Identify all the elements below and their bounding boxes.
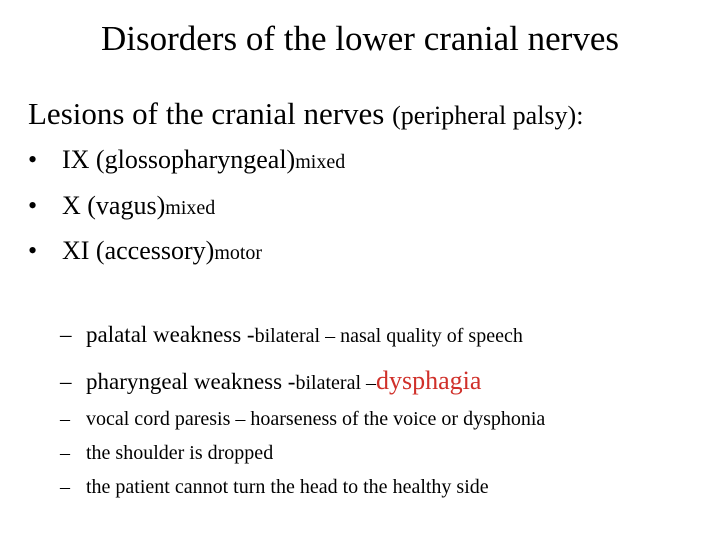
detail-vocal-cord xyxy=(60,408,545,431)
dash-marker: – xyxy=(60,369,72,394)
subtitle-small: (peripheral palsy): xyxy=(392,101,584,130)
dash-marker: – xyxy=(60,408,70,430)
detail-main: palatal weakness - xyxy=(86,322,255,347)
dash-marker: – xyxy=(60,442,70,464)
detail-text: the shoulder is dropped xyxy=(86,442,274,464)
dash-marker: – xyxy=(60,322,72,347)
detail-palatal xyxy=(60,322,523,348)
detail-head-turn xyxy=(60,476,489,499)
detail-text: the patient cannot turn the head to the healthy side xyxy=(86,476,489,498)
nerve-type: mixed xyxy=(295,151,346,173)
detail-small: bilateral – xyxy=(295,372,377,394)
nerve-type: mixed xyxy=(165,196,216,219)
nerve-name: X (vagus) xyxy=(62,190,166,220)
detail-shoulder xyxy=(60,442,273,465)
nerve-item-ix xyxy=(28,145,345,191)
nerve-item-xi xyxy=(28,236,345,282)
detail-pharyngeal xyxy=(60,366,481,396)
nerve-name: XI (accessory) xyxy=(62,236,215,265)
nerve-name: IX (glossopharyngeal) xyxy=(62,145,296,174)
detail-small: bilateral – nasal quality of speech xyxy=(254,325,523,347)
bullet-marker: • xyxy=(28,145,38,174)
nerve-list xyxy=(28,145,345,282)
bullet-marker: • xyxy=(28,190,38,220)
subtitle xyxy=(28,94,583,136)
subtitle-main: Lesions of the cranial nerves xyxy=(28,96,393,131)
detail-text: vocal cord paresis – hoarseness of the voice or dysphonia xyxy=(86,408,546,430)
detail-emphasis: dysphagia xyxy=(376,366,482,395)
nerve-type: motor xyxy=(214,242,263,264)
nerve-item-x xyxy=(28,191,345,237)
bullet-marker: • xyxy=(28,236,38,265)
detail-main: pharyngeal weakness - xyxy=(86,369,296,394)
dash-marker: – xyxy=(60,476,70,498)
slide-title: Disorders of the lower cranial nerves xyxy=(101,19,619,58)
